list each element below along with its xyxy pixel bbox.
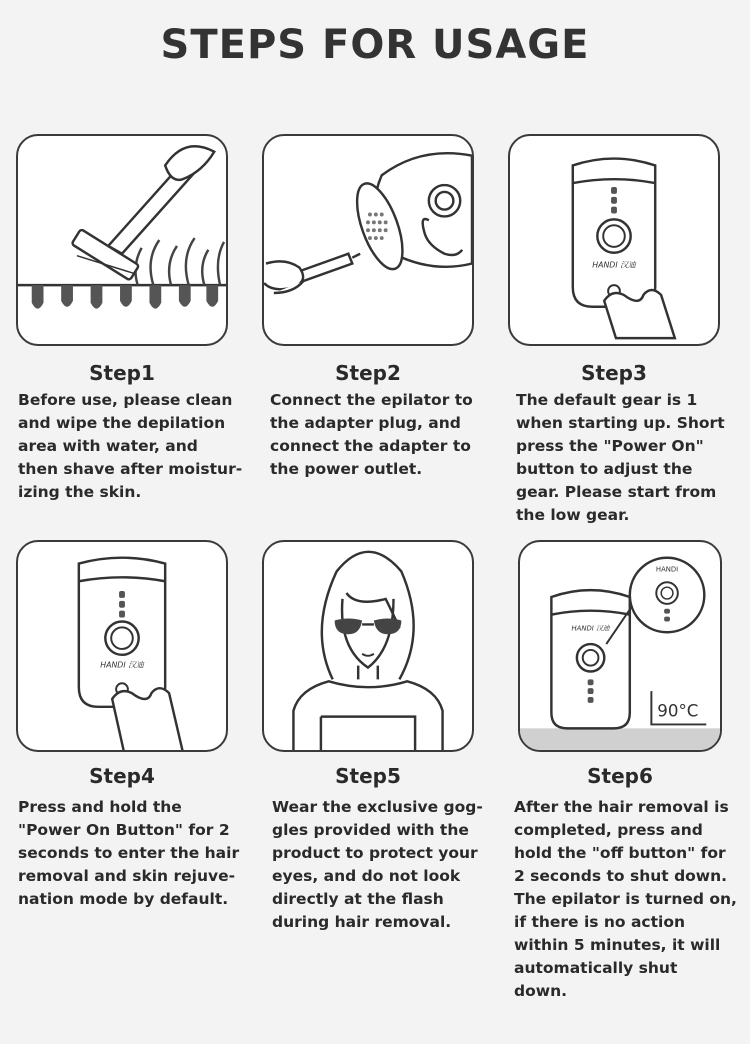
step6-illustration [518, 540, 722, 752]
adapter-plug-icon [264, 136, 472, 344]
step4-label: Step4 [89, 764, 155, 788]
epilator-hold-button-icon [18, 542, 226, 750]
step5-label: Step5 [335, 764, 401, 788]
svg-text:HANDI: HANDI [655, 565, 679, 574]
step1-label: Step1 [89, 361, 155, 385]
step3-illustration [508, 134, 720, 346]
temperature-label: 90°C [657, 701, 699, 721]
step3-description: The default gear is 1 when starting up. Short press the "Power On" button to adjust the gear. Please start from the low gear. [516, 391, 725, 524]
step1-description: Before use, please clean and wipe the depilation area with water, and then shave after moistur- izing the skin. [18, 391, 243, 501]
step2-description: Connect the epilator to the adapter plug, and connect the adapter to the power outlet. [270, 391, 473, 478]
step5-description: Wear the exclusive gog- gles provided with the product to protect your eyes, and do not look directly at the flash during hair removal. [272, 798, 483, 931]
epilator-shutdown-icon [520, 542, 720, 750]
step4-illustration [16, 540, 228, 752]
goggles-woman-icon [264, 542, 472, 750]
razor-shaving-icon [18, 136, 226, 344]
step6-label: Step6 [587, 764, 653, 788]
brand-mark: HANDI 汉迪 [100, 660, 144, 670]
step1-illustration [16, 134, 228, 346]
step5-illustration [262, 540, 474, 752]
step2-illustration [262, 134, 474, 346]
brand-mark: HANDI 汉迪 [592, 260, 636, 270]
epilator-power-button-icon [510, 136, 718, 344]
step2-label: Step2 [335, 361, 401, 385]
step3-label: Step3 [581, 361, 647, 385]
page-title: STEPS FOR USAGE [160, 22, 590, 68]
step4-description: Press and hold the "Power On Button" for 2 seconds to enter the hair removal and skin rejuve- nation mode by default. [18, 798, 240, 908]
step6-description: After the hair removal is completed, press and hold the "off button" for 2 seconds to shut down. The epilator is turned on, if there is no action within 5 minutes, it will automatically shut down. [514, 798, 737, 1000]
brand-mark: HANDI 汉迪 [571, 624, 610, 633]
